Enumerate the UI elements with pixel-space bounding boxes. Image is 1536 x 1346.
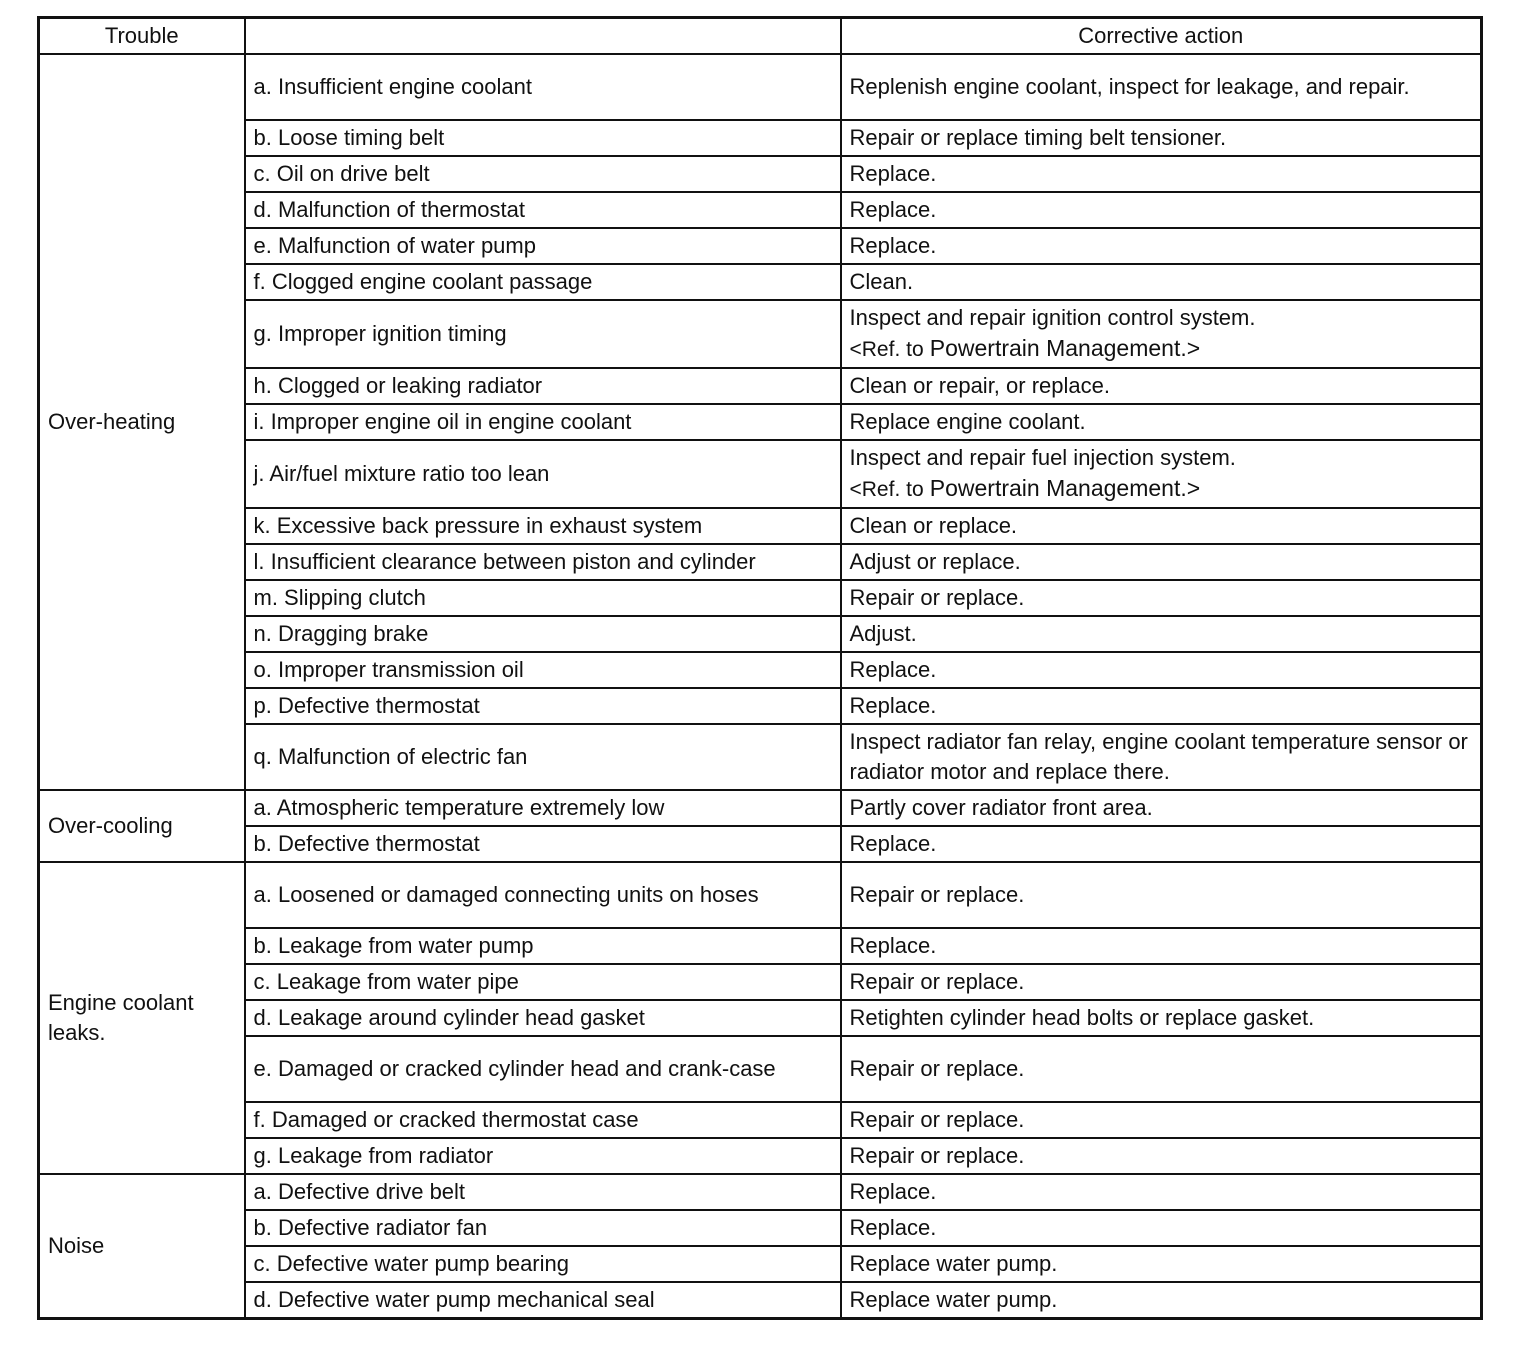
- cause-cell: h. Clogged or leaking radiator: [245, 368, 841, 404]
- action-text: Repair or replace timing belt tensioner.: [849, 125, 1227, 150]
- table-row: [39, 580, 1482, 616]
- table-header-row: [39, 18, 1482, 55]
- action-text: Repair or replace.: [849, 882, 1025, 907]
- action-cell: [841, 156, 1482, 192]
- action-text: Clean.: [849, 269, 914, 294]
- table-row: [39, 300, 1482, 368]
- action-cell: [841, 1282, 1482, 1319]
- action-cell: [841, 928, 1482, 964]
- reference-note: [850, 473, 1473, 505]
- action-text: Adjust.: [849, 621, 917, 646]
- action-cell: [841, 120, 1482, 156]
- action-text: Clean or replace.: [849, 513, 1018, 538]
- cause-cell: n. Dragging brake: [245, 616, 841, 652]
- cause-cell: d. Malfunction of thermostat: [245, 192, 841, 228]
- action-cell: [841, 790, 1482, 826]
- table-row: [39, 192, 1482, 228]
- action-text: Repair or replace.: [849, 1107, 1025, 1132]
- cause-cell: f. Damaged or cracked thermostat case: [245, 1102, 841, 1138]
- action-cell: [841, 1138, 1482, 1174]
- action-text: Replace.: [849, 1215, 937, 1240]
- cause-cell: d. Defective water pump mechanical seal: [245, 1282, 841, 1319]
- cause-cell: a. Loosened or damaged connecting units on hoses: [245, 862, 841, 928]
- action-cell: [841, 508, 1482, 544]
- action-text: Inspect radiator fan relay, engine coolant temperature sensor or radiator motor and replace there.: [849, 729, 1468, 784]
- table-row: [39, 508, 1482, 544]
- table-row: [39, 228, 1482, 264]
- cause-cell: b. Loose timing belt: [245, 120, 841, 156]
- reference-target: Powertrain Management.>: [929, 335, 1201, 361]
- cause-cell: b. Defective thermostat: [245, 826, 841, 862]
- cause-cell: m. Slipping clutch: [245, 580, 841, 616]
- action-text: Retighten cylinder head bolts or replace gasket.: [849, 1005, 1315, 1030]
- action-text: Repair or replace.: [849, 585, 1025, 610]
- action-text: Replace.: [849, 1179, 937, 1204]
- cause-cell: e. Malfunction of water pump: [245, 228, 841, 264]
- cause-cell: k. Excessive back pressure in exhaust system: [245, 508, 841, 544]
- action-cell: [841, 826, 1482, 862]
- table-row: [39, 440, 1482, 508]
- table-row: [39, 1246, 1482, 1282]
- action-text: Inspect and repair fuel injection system.: [849, 445, 1236, 470]
- table-row: [39, 120, 1482, 156]
- table-row: [39, 616, 1482, 652]
- cause-cell: l. Insufficient clearance between piston and cylinder: [245, 544, 841, 580]
- table-row: [39, 1174, 1482, 1210]
- table-row: [39, 1138, 1482, 1174]
- action-cell: [841, 404, 1482, 440]
- action-cell: [841, 544, 1482, 580]
- action-text: Replace engine coolant.: [849, 409, 1086, 434]
- action-cell: [841, 688, 1482, 724]
- table-row: [39, 156, 1482, 192]
- action-cell: [841, 580, 1482, 616]
- action-text: Clean or repair, or replace.: [849, 373, 1110, 398]
- trouble-cell: Over-heating: [39, 54, 245, 790]
- table-row: [39, 368, 1482, 404]
- action-cell: [841, 264, 1482, 300]
- action-cell: [841, 1000, 1482, 1036]
- cause-cell: i. Improper engine oil in engine coolant: [245, 404, 841, 440]
- cause-cell: b. Defective radiator fan: [245, 1210, 841, 1246]
- table-row: [39, 790, 1482, 826]
- action-text: Replace.: [849, 657, 937, 682]
- cause-cell: b. Leakage from water pump: [245, 928, 841, 964]
- header-cause: [245, 18, 841, 55]
- action-cell: [841, 964, 1482, 1000]
- table-row: [39, 1102, 1482, 1138]
- trouble-cell: Engine coolant leaks.: [39, 862, 245, 1174]
- action-text: Repair or replace.: [849, 969, 1025, 994]
- troubleshooting-table: [37, 16, 1483, 1320]
- action-text: Replace water pump.: [849, 1287, 1058, 1312]
- table-row: [39, 1282, 1482, 1319]
- cause-cell: e. Damaged or cracked cylinder head and crank-case: [245, 1036, 841, 1102]
- action-cell: [841, 1210, 1482, 1246]
- action-cell: [841, 368, 1482, 404]
- action-text: Replace.: [849, 197, 937, 222]
- action-text: Replace.: [849, 693, 937, 718]
- header-corrective-action: Corrective action: [841, 18, 1482, 55]
- action-text: Repair or replace.: [849, 1056, 1025, 1081]
- cause-cell: p. Defective thermostat: [245, 688, 841, 724]
- cause-cell: g. Improper ignition timing: [245, 300, 841, 368]
- reference-note: [850, 333, 1473, 365]
- action-cell: [841, 1102, 1482, 1138]
- table-row: [39, 724, 1482, 790]
- reference-prefix: <Ref. to: [849, 338, 924, 361]
- cause-cell: f. Clogged engine coolant passage: [245, 264, 841, 300]
- action-text: Replace.: [849, 933, 937, 958]
- table-row: [39, 404, 1482, 440]
- action-cell: [841, 724, 1482, 790]
- cause-cell: q. Malfunction of electric fan: [245, 724, 841, 790]
- table-body: [39, 54, 1482, 1319]
- trouble-cell: Over-cooling: [39, 790, 245, 862]
- trouble-cell: Noise: [39, 1174, 245, 1319]
- table-row: [39, 1036, 1482, 1102]
- action-cell: [841, 1246, 1482, 1282]
- action-text: Replace.: [849, 233, 937, 258]
- reference-target: Powertrain Management.>: [929, 475, 1201, 501]
- cause-cell: c. Oil on drive belt: [245, 156, 841, 192]
- table-row: [39, 964, 1482, 1000]
- action-text: Replace water pump.: [849, 1251, 1058, 1276]
- cause-cell: c. Defective water pump bearing: [245, 1246, 841, 1282]
- action-cell: [841, 1174, 1482, 1210]
- action-cell: [841, 652, 1482, 688]
- cause-cell: d. Leakage around cylinder head gasket: [245, 1000, 841, 1036]
- cause-cell: o. Improper transmission oil: [245, 652, 841, 688]
- table-row: [39, 544, 1482, 580]
- header-trouble: Trouble: [39, 18, 245, 55]
- action-text: Adjust or replace.: [849, 549, 1021, 574]
- reference-prefix: <Ref. to: [849, 478, 924, 501]
- action-text: Repair or replace.: [849, 1143, 1025, 1168]
- table-row: [39, 1210, 1482, 1246]
- action-cell: [841, 54, 1482, 120]
- action-cell: [841, 1036, 1482, 1102]
- action-cell: [841, 440, 1482, 508]
- cause-cell: a. Insufficient engine coolant: [245, 54, 841, 120]
- table-row: [39, 862, 1482, 928]
- table-row: [39, 928, 1482, 964]
- cause-cell: g. Leakage from radiator: [245, 1138, 841, 1174]
- action-text: Inspect and repair ignition control system.: [849, 305, 1256, 330]
- table-row: [39, 826, 1482, 862]
- action-cell: [841, 228, 1482, 264]
- table-row: [39, 264, 1482, 300]
- cause-cell: j. Air/fuel mixture ratio too lean: [245, 440, 841, 508]
- table-row: [39, 688, 1482, 724]
- table-row: [39, 54, 1482, 120]
- action-text: Replace.: [849, 831, 937, 856]
- action-text: Partly cover radiator front area.: [849, 795, 1153, 820]
- action-cell: [841, 862, 1482, 928]
- table-row: [39, 1000, 1482, 1036]
- action-cell: [841, 192, 1482, 228]
- action-cell: [841, 300, 1482, 368]
- action-text: Replenish engine coolant, inspect for leakage, and repair.: [849, 74, 1410, 99]
- cause-cell: a. Defective drive belt: [245, 1174, 841, 1210]
- action-cell: [841, 616, 1482, 652]
- cause-cell: c. Leakage from water pipe: [245, 964, 841, 1000]
- cause-cell: a. Atmospheric temperature extremely low: [245, 790, 841, 826]
- table-row: [39, 652, 1482, 688]
- action-text: Replace.: [849, 161, 937, 186]
